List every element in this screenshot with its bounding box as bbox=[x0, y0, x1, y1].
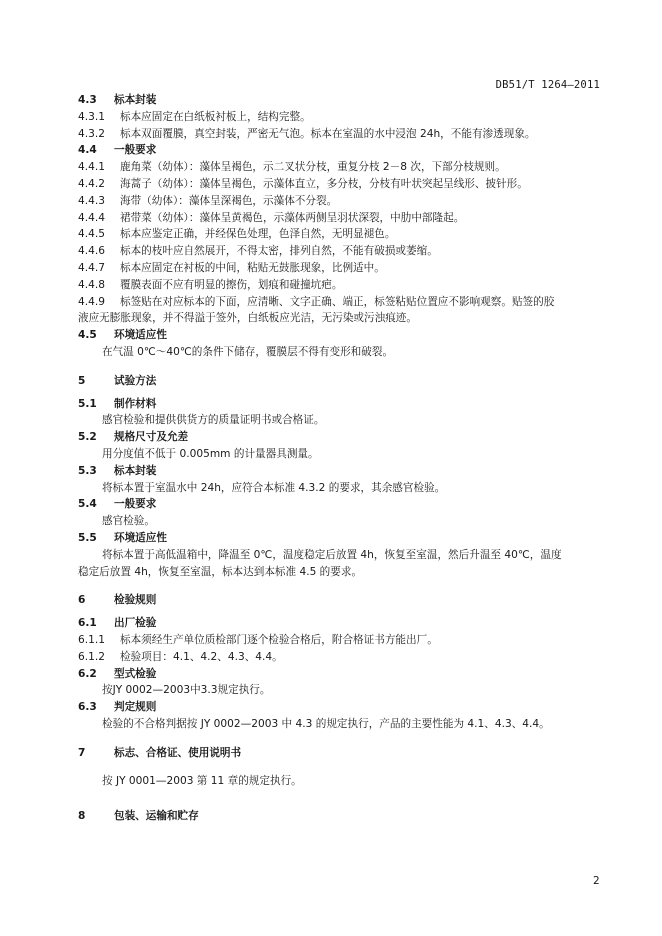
section-4-5-text: 在气温 0℃～40℃的条件下储存，覆膜层不得有变形和破裂。 bbox=[102, 345, 394, 358]
section-5-5-heading: 5.5 环境适应性 bbox=[78, 531, 167, 544]
section-6-2-heading: 6.2 型式检验 bbox=[78, 667, 157, 680]
section-4-4-heading: 4.4 一般要求 bbox=[78, 144, 157, 157]
section-5-3-text: 将标本置于室温水中 24h，应符合本标准 4.3.2 的要求，其余感官检验。 bbox=[102, 481, 446, 494]
section-5-1-heading: 5.1 制作材料 bbox=[78, 397, 157, 410]
clause-4-4-2: 4.4.2 海蒿子（幼体）：藻体呈褐色，示藻体直立，多分枝，分枝有叶状突起呈线形、披针形。 bbox=[78, 177, 528, 190]
clause-4-4-4: 4.4.4 裙带菜（幼体）：藻体呈黄褐色，示藻体两侧呈羽状深裂，中肋中部隆起。 bbox=[78, 211, 465, 224]
chapter-8-heading: 8 包装、运输和贮存 bbox=[78, 810, 199, 823]
section-6-3-heading: 6.3 判定规则 bbox=[78, 701, 157, 714]
page-number: 2 bbox=[593, 875, 600, 887]
clause-4-4-1: 4.4.1 鹿角菜（幼体）：藻体呈褐色，示二叉状分枝，重复分枝 2－8 次，下部分枝规则。 bbox=[78, 161, 506, 174]
clause-4-4-9-line-2: 液应无膨胀现象，并不得溢于签外，白纸板应光洁，无污染或污浊痕迹。 bbox=[78, 312, 417, 325]
section-5-4-heading: 5.4 一般要求 bbox=[78, 498, 157, 511]
clause-6-1-2: 6.1.2 检验项目：4.1、4.2、4.3、4.4。 bbox=[78, 650, 283, 663]
chapter-7-heading: 7 标志、合格证、使用说明书 bbox=[78, 746, 242, 759]
chapter-6-heading: 6 检验规则 bbox=[78, 594, 157, 607]
clause-4-4-6: 4.4.6 标本的枝叶应自然展开，不得太密，排列自然，不能有破损或萎缩。 bbox=[78, 245, 438, 258]
clause-6-1-1: 6.1.1 标本须经生产单位质检部门逐个检验合格后，附合格证书方能出厂。 bbox=[78, 633, 438, 646]
clause-4-4-3: 4.4.3 海带（幼体）：藻体呈深褐色，示藻体不分裂。 bbox=[78, 194, 338, 207]
section-4-5-heading: 4.5 环境适应性 bbox=[78, 329, 167, 342]
clause-4-4-8: 4.4.8 覆膜表面不应有明显的擦伤，划痕和碰撞坑疤。 bbox=[78, 278, 343, 291]
clause-4-3-2: 4.3.2 标本双面覆膜，真空封装，严密无气泡。标本在室温的水中浸泡 24h，不能有渗透现象。 bbox=[78, 127, 536, 140]
section-5-4-text: 感官检验。 bbox=[102, 515, 155, 528]
section-5-3-heading: 5.3 标本封装 bbox=[78, 464, 157, 477]
section-6-1-heading: 6.1 出厂检验 bbox=[78, 617, 157, 630]
section-4-3-heading: 4.3 标本封装 bbox=[78, 94, 157, 106]
standard-code: DB51/T 1264—2011 bbox=[495, 79, 600, 91]
chapter-5-heading: 5 试验方法 bbox=[78, 374, 157, 387]
clause-4-4-9-line-1: 4.4.9 标签贴在对应标本的下面，应清晰、文字正确、端正，标签粘贴位置应不影响观察。贴签的胶 bbox=[78, 295, 555, 308]
section-6-2-text: 按JY 0002—2003中3.3规定执行。 bbox=[102, 684, 271, 697]
section-5-1-text: 感官检验和提供供货方的质量证明书或合格证。 bbox=[102, 414, 325, 427]
clause-4-4-7: 4.4.7 标本应固定在衬板的中间，粘贴无鼓胀现象，比例适中。 bbox=[78, 261, 385, 274]
section-5-2-heading: 5.2 规格尺寸及允差 bbox=[78, 431, 189, 444]
clause-4-4-5: 4.4.5 标本应鉴定正确，并经保色处理，色泽自然，无明显褪色。 bbox=[78, 228, 396, 241]
document-body bbox=[78, 92, 598, 825]
section-5-5-text-line-2: 稳定后放置 4h，恢复至室温，标本达到本标准 4.5 的要求。 bbox=[78, 565, 363, 578]
chapter-7-text: 按 JY 0001—2003 第 11 章的规定执行。 bbox=[102, 775, 302, 788]
section-5-5-text-line-1: 将标本置于高低温箱中，降温至 0℃，温度稳定后放置 4h，恢复至室温，然后升温至 40℃，温度 bbox=[102, 548, 562, 561]
clause-4-3-1: 4.3.1 标本应固定在白纸板衬板上，结构完整。 bbox=[78, 110, 311, 123]
section-5-2-text: 用分度值不低于 0.005mm 的计量器具测量。 bbox=[102, 447, 319, 460]
section-6-3-text: 检验的不合格判据按 JY 0002—2003 中 4.3 的规定执行，产品的主要性能为 4.1、4.3、4.4。 bbox=[102, 717, 550, 730]
